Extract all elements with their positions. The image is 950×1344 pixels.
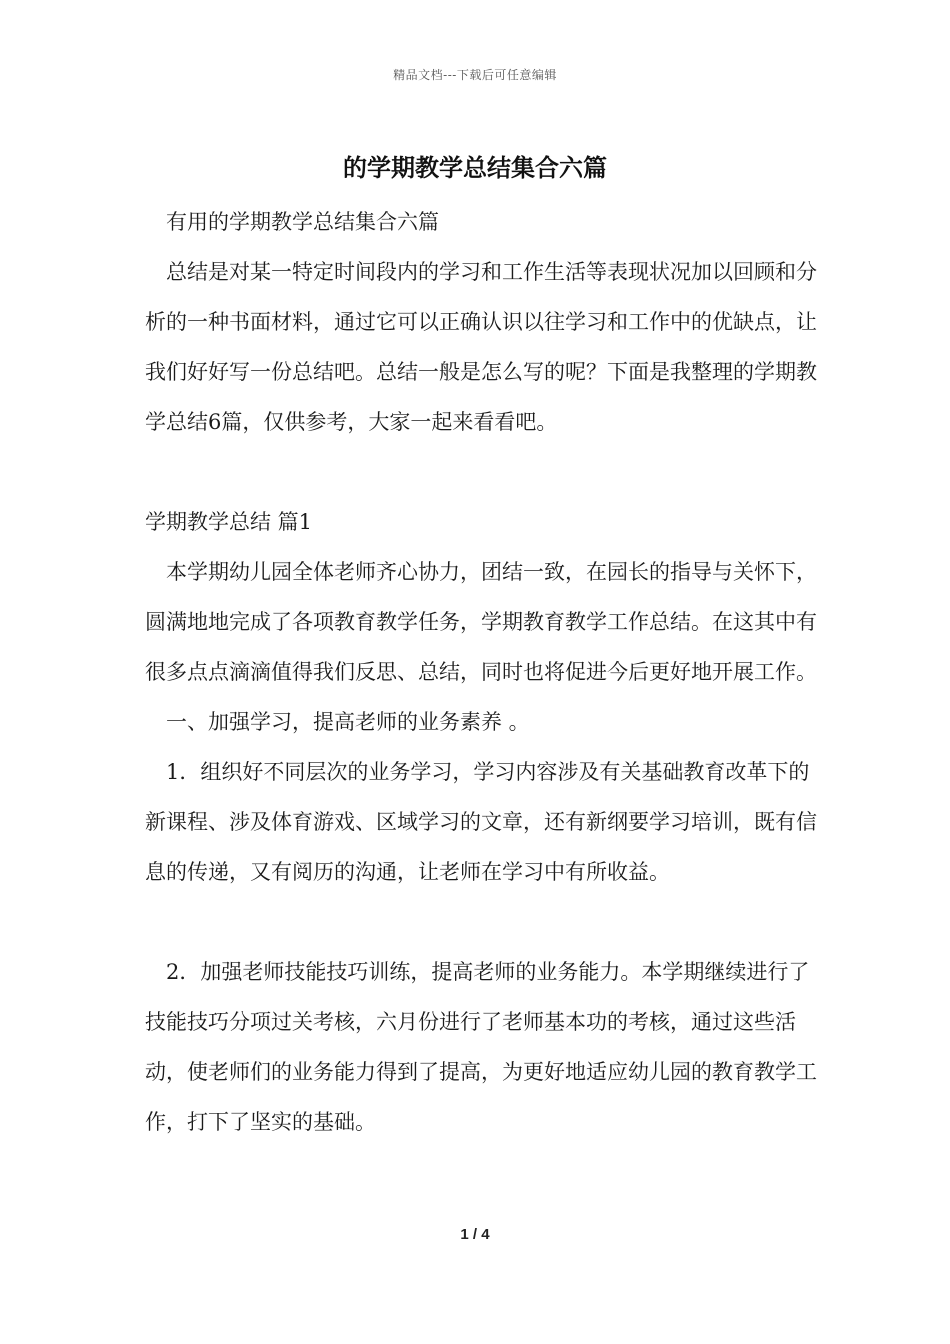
document-title: 的学期教学总结集合六篇 bbox=[343, 153, 607, 182]
page-number: 1 / 4 bbox=[460, 1226, 490, 1243]
section-paragraph: 本学期幼儿园全体老师齐心协力，团结一致，在园长的指导与关怀下，圆满地地完成了各项教育教学任务，学期教育教学工作总结。在这其中有很多点点滴滴值得我们反思、总结，同时也将促进今后更好地开展工作。 bbox=[145, 560, 817, 684]
intro-paragraph: 总结是对某一特定时间段内的学习和工作生活等表现状况加以回顾和分析的一种书面材料，通过它可以正确认识以往学习和工作中的优缺点，让我们好好写一份总结吧。总结一般是怎么写的呢？下面是我整理的学期教学总结6篇，仅供参考，大家一起来看看吧。 bbox=[145, 260, 817, 434]
page-header: 精品文档---下载后可任意编辑 bbox=[393, 68, 557, 82]
list-item: 1．组织好不同层次的业务学习，学习内容涉及有关基础教育改革下的新课程、涉及体育游戏、区域学习的文章，还有新纲要学习培训，既有信息的传递，又有阅历的沟通，让老师在学习中有所收益。 bbox=[145, 760, 817, 884]
document-body bbox=[145, 197, 825, 1147]
document-subtitle: 有用的学期教学总结集合六篇 bbox=[166, 210, 439, 234]
section-heading: 学期教学总结 篇1 bbox=[145, 510, 313, 534]
paragraph-gap bbox=[145, 447, 825, 497]
list-item: 2．加强老师技能技巧训练，提高老师的业务能力。本学期继续进行了技能技巧分项过关考核，六月份进行了老师基本功的考核，通过这些活动，使老师们的业务能力得到了提高，为更好地适应幼儿园的教育教学工作，打下了坚实的基础。 bbox=[145, 960, 817, 1134]
section-point: 一、加强学习，提高老师的业务素养 。 bbox=[166, 710, 530, 734]
paragraph-gap bbox=[145, 897, 825, 947]
